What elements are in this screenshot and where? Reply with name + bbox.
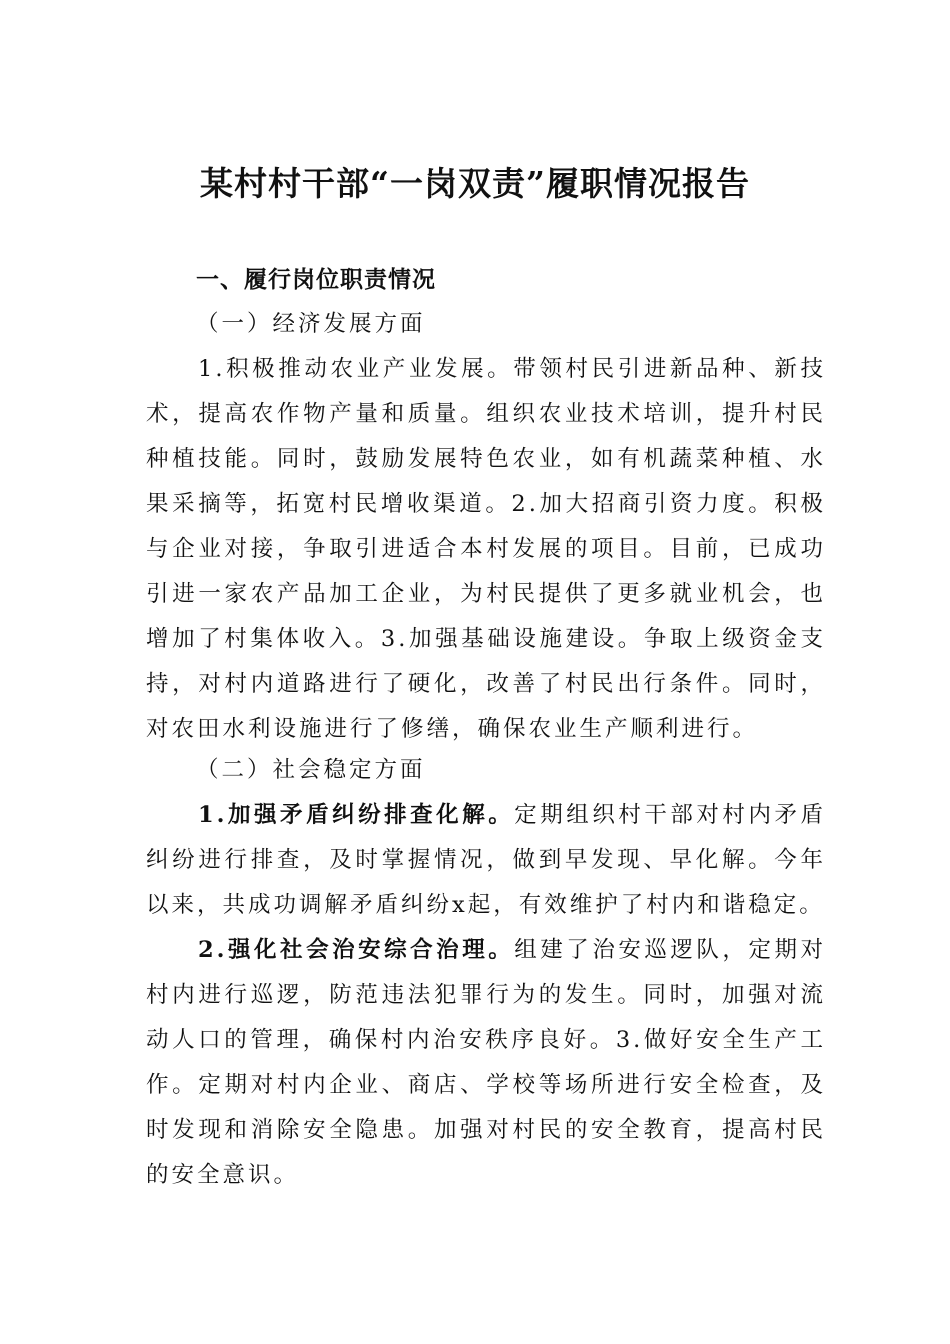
paragraph-public-security: [146, 928, 826, 1198]
section-heading: 一、履行岗位职责情况: [196, 267, 436, 293]
paragraph-body: 组建了治安巡逻队，定期对村内进行巡逻，防范违法犯罪行为的发生。同时，加强对流动人口的管理，确保村内治安秩序良好。3.做好安全生产工作。定期对村内企业、商店、学校等场所进行安全检查，及时发现和消除安全隐患。加强对村民的安全教育，提高村民的安全意识。: [146, 937, 826, 1188]
paragraph-economy: 1.积极推动农业产业发展。带领村民引进新品种、新技术，提高农作物产量和质量。组织农业技术培训，提升村民种植技能。同时，鼓励发展特色农业，如有机蔬菜种植、水果采摘等，拓宽村民增收渠道。2.加大招商引资力度。积极与企业对接，争取引进适合本村发展的项目。目前，已成功引进一家农产品加工企业，为村民提供了更多就业机会，也增加了村集体收入。3.加强基础设施建设。争取上级资金支持，对村内道路进行了硬化，改善了村民出行条件。同时，对农田水利设施进行了修缮，确保农业生产顺利进行。: [146, 356, 826, 742]
paragraph-dispute-resolution: [146, 793, 826, 928]
subsection-heading-stability: （二）社会稳定方面: [196, 757, 426, 783]
paragraph-lead: 1.加强矛盾纠纷排查化解。: [198, 802, 515, 828]
paragraph-body: 定期组织村干部对村内矛盾纠纷进行排查，及时掌握情况，做到早发现、早化解。今年以来，共成功调解矛盾纠纷x起，有效维护了村内和谐稳定。: [146, 802, 826, 918]
paragraph-lead: 2.强化社会治安综合治理。: [198, 937, 515, 963]
subsection-heading-economy: （一）经济发展方面: [196, 311, 426, 337]
document-title: 某村村干部“一岗双责”履职情况报告: [200, 164, 750, 203]
